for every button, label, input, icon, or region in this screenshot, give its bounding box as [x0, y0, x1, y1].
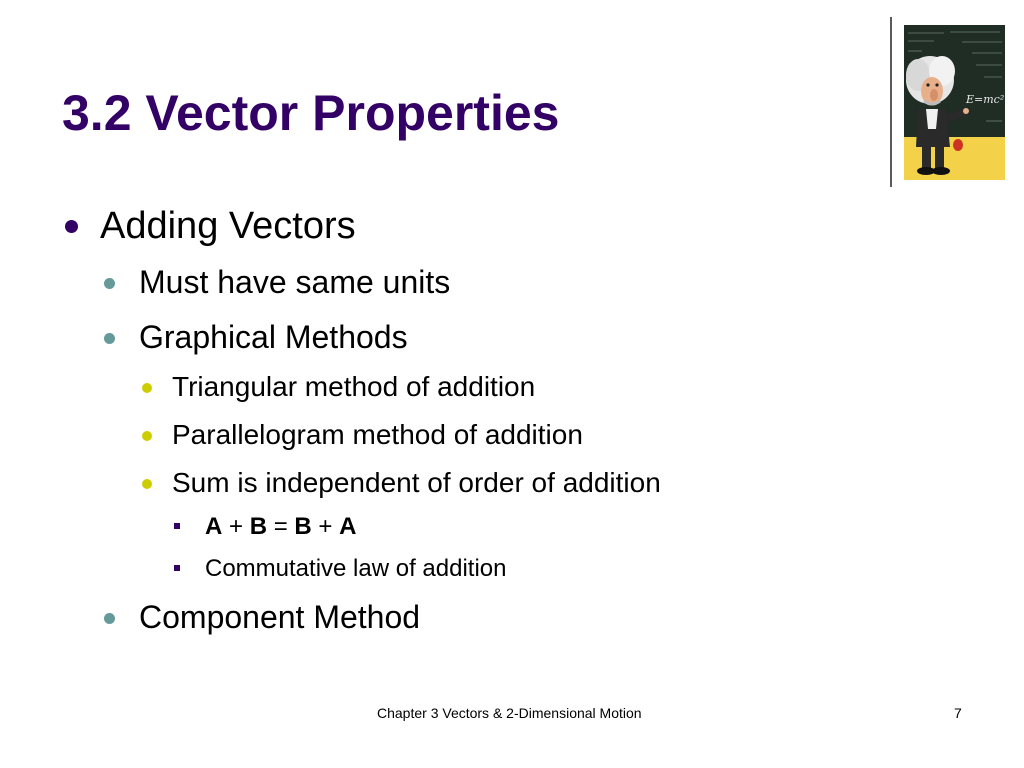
vertical-divider	[890, 17, 892, 187]
bullet-text: Commutative law of addition	[205, 555, 507, 582]
vector-a: A	[205, 513, 223, 540]
footer-chapter-title: Chapter 3 Vectors & 2-Dimensional Motion	[377, 705, 642, 721]
vector-a: A	[339, 513, 357, 540]
einstein-illustration	[904, 25, 1005, 180]
bullet-text: Parallelogram method of addition	[172, 419, 583, 450]
bullet-text: Component Method	[139, 599, 421, 635]
bullet-text: Triangular method of addition	[172, 371, 536, 402]
vector-b: B	[294, 513, 312, 540]
equals-sign: =	[267, 513, 295, 540]
bullet-dot-icon	[142, 431, 152, 441]
bullet-dot-icon	[104, 333, 115, 344]
bullet-square-icon	[174, 523, 180, 529]
bullet-text: Sum is independent of order of addition	[172, 467, 661, 498]
bullet-text: Must have same units	[139, 264, 451, 300]
einstein-cartoon-image	[904, 25, 1005, 180]
bullet-square-icon	[174, 565, 180, 571]
equation-text	[205, 515, 356, 539]
slide-number: 7	[954, 705, 962, 721]
plus-sign: +	[222, 513, 250, 540]
plus-sign: +	[311, 513, 340, 540]
bullet-text: Graphical Methods	[139, 319, 408, 355]
bullet-dot-icon	[104, 278, 115, 289]
slide-title: 3.2 Vector Properties	[62, 85, 560, 141]
bullet-dot-icon	[142, 383, 152, 393]
bullet-dot-icon	[142, 479, 152, 489]
bullet-dot-icon	[104, 613, 115, 624]
bullet-text: Adding Vectors	[100, 205, 356, 247]
vector-b: B	[249, 513, 268, 540]
chalkboard-equation: E=mc²	[966, 93, 1005, 106]
bullet-dot-icon	[65, 220, 78, 233]
